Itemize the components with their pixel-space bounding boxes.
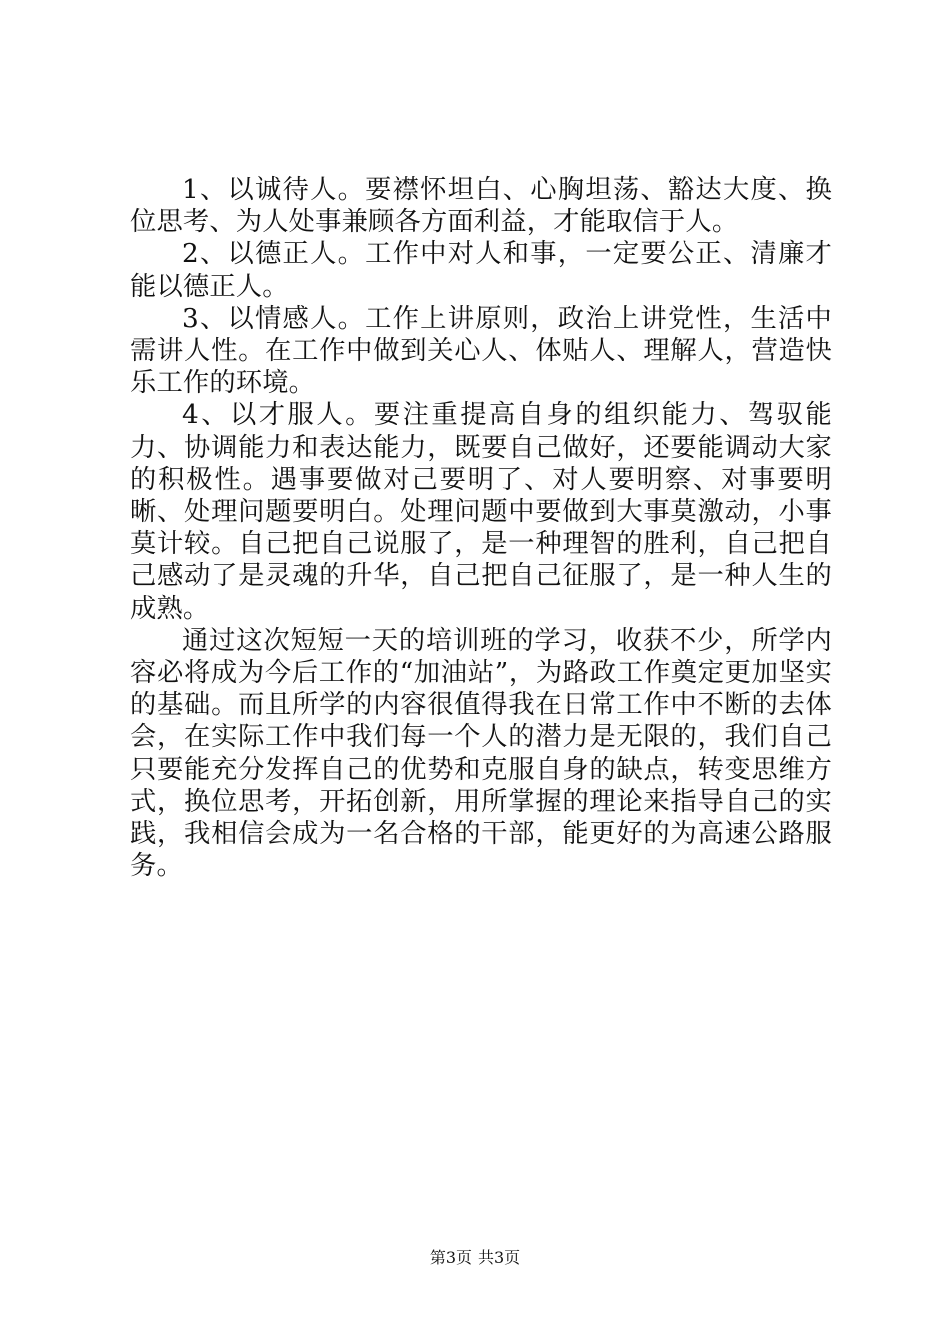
- paragraph-2: 2、以德正人。工作中对人和事，一定要公正、清廉才能以德正人。: [130, 239, 832, 302]
- paragraph-5: 通过这次短短一天的培训班的学习，收获不少，所学内容必将成为今后工作的“加油站”，为路政工作奠定更加坚实的基础。而且所学的内容很值得我在日常工作中不断的去体会，在实际工作中我们每一个人的潜力是无限的，我们自己只要能充分发挥自己的优势和克服自身的缺点，转变思维方式，换位思考，开拓创新，用所掌握的理论来指导自己的实践，我相信会成为一名合格的干部，能更好的为高速公路服务。: [130, 625, 832, 882]
- paragraph-3: 3、以情感人。工作上讲原则，政治上讲党性，生活中需讲人性。在工作中做到关心人、体贴人、理解人，营造快乐工作的环境。: [130, 303, 832, 399]
- page-total: 共3页: [478, 1248, 521, 1267]
- document-body: [130, 174, 832, 882]
- paragraph-4: 4、以才服人。要注重提高自身的组织能力、驾驭能力、协调能力和表达能力，既要自己做好，还要能调动大家的积极性。遇事要做对己要明了、对人要明察、对事要明晰、处理问题要明白。处理问题中要做到大事莫激动，小事莫计较。自己把自己说服了，是一种理智的胜利，自己把自己感动了是灵魂的升华，自己把自己征服了，是一种人生的成熟。: [130, 400, 832, 624]
- paragraph-1: 1、以诚待人。要襟怀坦白、心胸坦荡、豁达大度、换位思考、为人处事兼顾各方面利益，才能取信于人。: [130, 175, 832, 238]
- page-footer: [0, 1248, 950, 1268]
- page-number: 第3页: [429, 1248, 472, 1267]
